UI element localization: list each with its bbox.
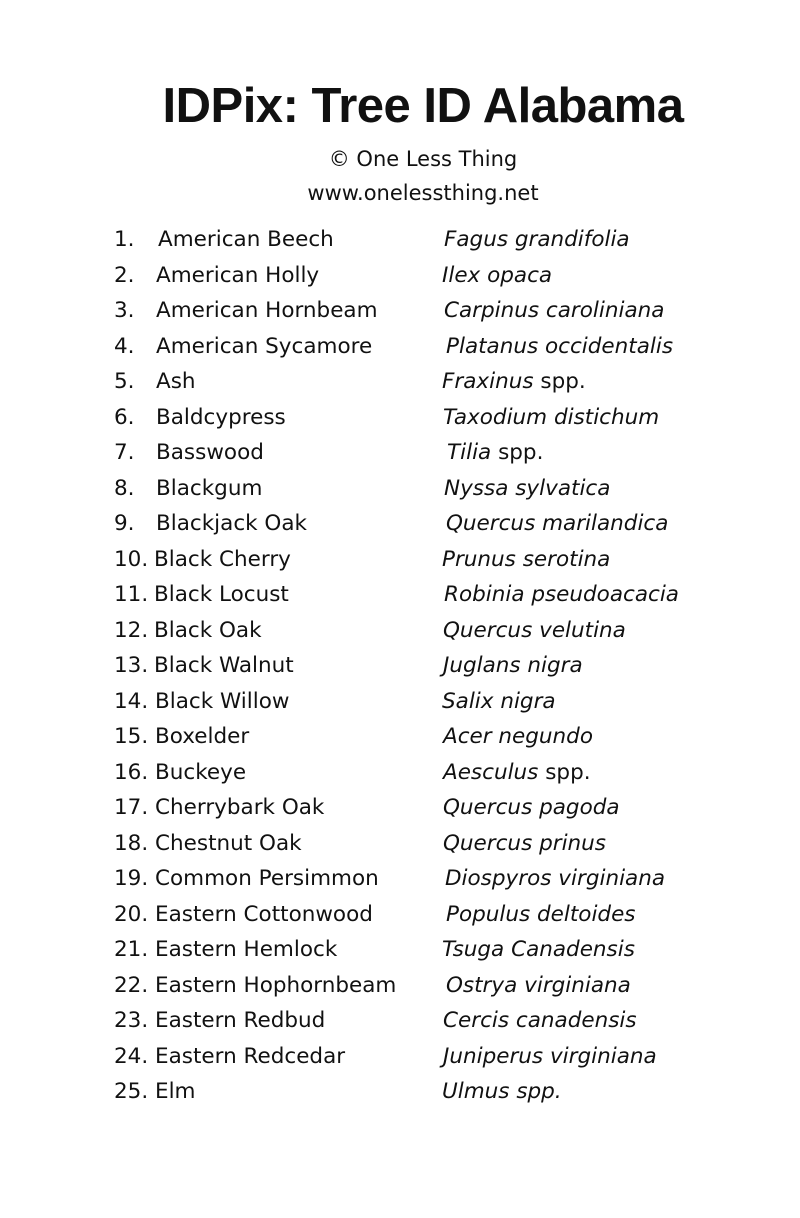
list-item	[0, 863, 800, 899]
item-number: 1.	[114, 227, 135, 252]
scientific-name-italic: Quercus marilandica	[446, 511, 669, 536]
website-link[interactable]: www.onelessthing.net	[307, 181, 539, 205]
list-item	[0, 473, 800, 509]
scientific-name-italic: Carpinus caroliniana	[444, 298, 665, 323]
list-item	[0, 402, 800, 438]
item-number: 7.	[114, 440, 135, 465]
scientific-name	[443, 721, 593, 753]
scientific-name-suffix: spp.	[533, 369, 586, 394]
scientific-name	[442, 366, 586, 398]
list-item	[0, 224, 800, 260]
common-name: Common Persimmon	[155, 866, 379, 891]
scientific-name	[443, 792, 620, 824]
list-item	[0, 757, 800, 793]
list-item	[0, 366, 800, 402]
scientific-name	[443, 650, 583, 682]
list-item	[0, 544, 800, 580]
scientific-name	[442, 934, 635, 966]
scientific-name-italic: Fagus grandifolia	[444, 227, 630, 252]
item-number: 5.	[114, 369, 135, 394]
scientific-name-italic: Robinia pseudoacacia	[444, 582, 679, 607]
common-name: Eastern Hemlock	[155, 937, 338, 962]
list-item	[0, 260, 800, 296]
scientific-name-italic: Platanus occidentalis	[446, 333, 674, 359]
item-number: 10.	[114, 546, 149, 572]
common-name: American Hornbeam	[156, 298, 378, 323]
common-name: Eastern Hophornbeam	[155, 972, 397, 998]
list-item	[0, 721, 800, 757]
scientific-name	[447, 437, 543, 469]
list-item	[0, 1076, 800, 1112]
common-name: Blackjack Oak	[156, 511, 307, 536]
scientific-name	[444, 579, 679, 611]
scientific-name-suffix: spp.	[538, 759, 591, 785]
scientific-name-italic: Juglans nigra	[443, 653, 583, 678]
common-name: Eastern Cottonwood	[155, 901, 373, 927]
list-item	[0, 579, 800, 615]
scientific-name-italic: Quercus prinus	[443, 830, 607, 856]
scientific-name	[442, 686, 556, 718]
list-item	[0, 295, 800, 331]
common-name: Ash	[156, 369, 196, 394]
common-name: Baldcypress	[156, 404, 286, 430]
scientific-name	[444, 295, 664, 327]
item-number: 11.	[114, 582, 149, 607]
scientific-name	[446, 899, 636, 931]
item-number: 13.	[114, 653, 149, 678]
list-item	[0, 331, 800, 367]
scientific-name-italic: Ilex opaca	[442, 262, 553, 288]
scientific-name	[442, 260, 552, 292]
item-number: 16.	[114, 759, 149, 785]
common-name: Elm	[155, 1079, 196, 1104]
item-number: 19.	[114, 866, 149, 891]
list-item	[0, 650, 800, 686]
scientific-name-italic: Quercus pagoda	[443, 795, 620, 820]
item-number: 8.	[114, 475, 135, 501]
common-name: American Beech	[158, 227, 334, 252]
common-name: Eastern Redbud	[155, 1008, 326, 1033]
scientific-name-italic: Fraxinus	[442, 369, 534, 394]
item-number: 12.	[114, 617, 149, 643]
scientific-name	[443, 1041, 657, 1073]
common-name: Eastern Redcedar	[155, 1043, 346, 1069]
list-item	[0, 686, 800, 722]
scientific-name	[442, 1076, 562, 1108]
page-title: IDPix: Tree ID Alabama	[162, 79, 684, 133]
list-item	[0, 437, 800, 473]
list-item	[0, 615, 800, 651]
scientific-name-italic: Aesculus	[443, 759, 539, 785]
scientific-name	[444, 224, 630, 256]
item-number: 15.	[114, 724, 149, 749]
list-item	[0, 792, 800, 828]
item-number: 22.	[114, 972, 149, 998]
scientific-name-italic: Ostrya virginiana	[446, 972, 631, 998]
item-number: 23.	[114, 1008, 149, 1033]
scientific-name	[446, 508, 668, 540]
scientific-name-italic: Quercus velutina	[443, 617, 626, 643]
scientific-name-italic: Acer negundo	[443, 724, 593, 749]
list-item	[0, 828, 800, 864]
scientific-name	[444, 473, 610, 505]
scientific-name-italic: Prunus serotina	[442, 546, 611, 572]
item-number: 24.	[114, 1043, 149, 1069]
common-name: Black Willow	[155, 688, 290, 714]
item-number: 20.	[114, 901, 149, 927]
item-number: 4.	[114, 333, 135, 359]
scientific-name-italic: Populus deltoides	[446, 901, 636, 927]
scientific-name	[443, 828, 606, 860]
scientific-name-italic: Nyssa sylvatica	[444, 475, 611, 501]
scientific-name-italic: Cercis canadensis	[443, 1008, 637, 1033]
common-name: Black Cherry	[154, 546, 291, 572]
scientific-name-italic: Ulmus spp.	[442, 1079, 562, 1104]
scientific-name-italic: Tsuga Canadensis	[442, 937, 635, 962]
scientific-name	[445, 863, 665, 895]
scientific-name-suffix: spp.	[491, 440, 544, 465]
scientific-name	[443, 615, 626, 647]
common-name: American Holly	[156, 262, 320, 288]
common-name: Buckeye	[155, 759, 247, 785]
list-item	[0, 899, 800, 935]
scientific-name	[443, 1005, 637, 1037]
item-number: 25.	[114, 1079, 149, 1104]
item-number: 3.	[114, 298, 135, 323]
list-item	[0, 970, 800, 1006]
scientific-name	[446, 331, 673, 363]
scientific-name-italic: Tilia	[447, 440, 492, 465]
item-number: 21.	[114, 937, 149, 962]
common-name: Blackgum	[156, 475, 263, 501]
scientific-name	[446, 970, 631, 1002]
scientific-name	[442, 544, 610, 576]
scientific-name	[443, 402, 659, 434]
item-number: 2.	[114, 262, 135, 288]
common-name: Cherrybark Oak	[155, 795, 325, 820]
list-item	[0, 508, 800, 544]
common-name: Black Oak	[154, 617, 262, 643]
item-number: 17.	[114, 795, 149, 820]
scientific-name-italic: Juniperus virginiana	[443, 1043, 657, 1069]
list-item	[0, 934, 800, 970]
copyright-notice: © One Less Thing	[328, 147, 518, 171]
list-item	[0, 1041, 800, 1077]
item-number: 6.	[114, 404, 135, 430]
common-name: Black Walnut	[154, 653, 294, 678]
item-number: 18.	[114, 830, 149, 856]
item-number: 14.	[114, 688, 149, 714]
item-number: 9.	[114, 511, 135, 536]
list-item	[0, 1005, 800, 1041]
common-name: Chestnut Oak	[155, 830, 302, 856]
scientific-name	[443, 757, 591, 789]
common-name: Boxelder	[155, 724, 250, 749]
common-name: American Sycamore	[156, 333, 373, 359]
scientific-name-italic: Salix nigra	[442, 688, 556, 714]
common-name: Black Locust	[154, 582, 289, 607]
tree-list	[0, 224, 800, 1112]
scientific-name-italic: Taxodium distichum	[443, 404, 660, 430]
common-name: Basswood	[156, 440, 264, 465]
scientific-name-italic: Diospyros virginiana	[445, 866, 666, 891]
